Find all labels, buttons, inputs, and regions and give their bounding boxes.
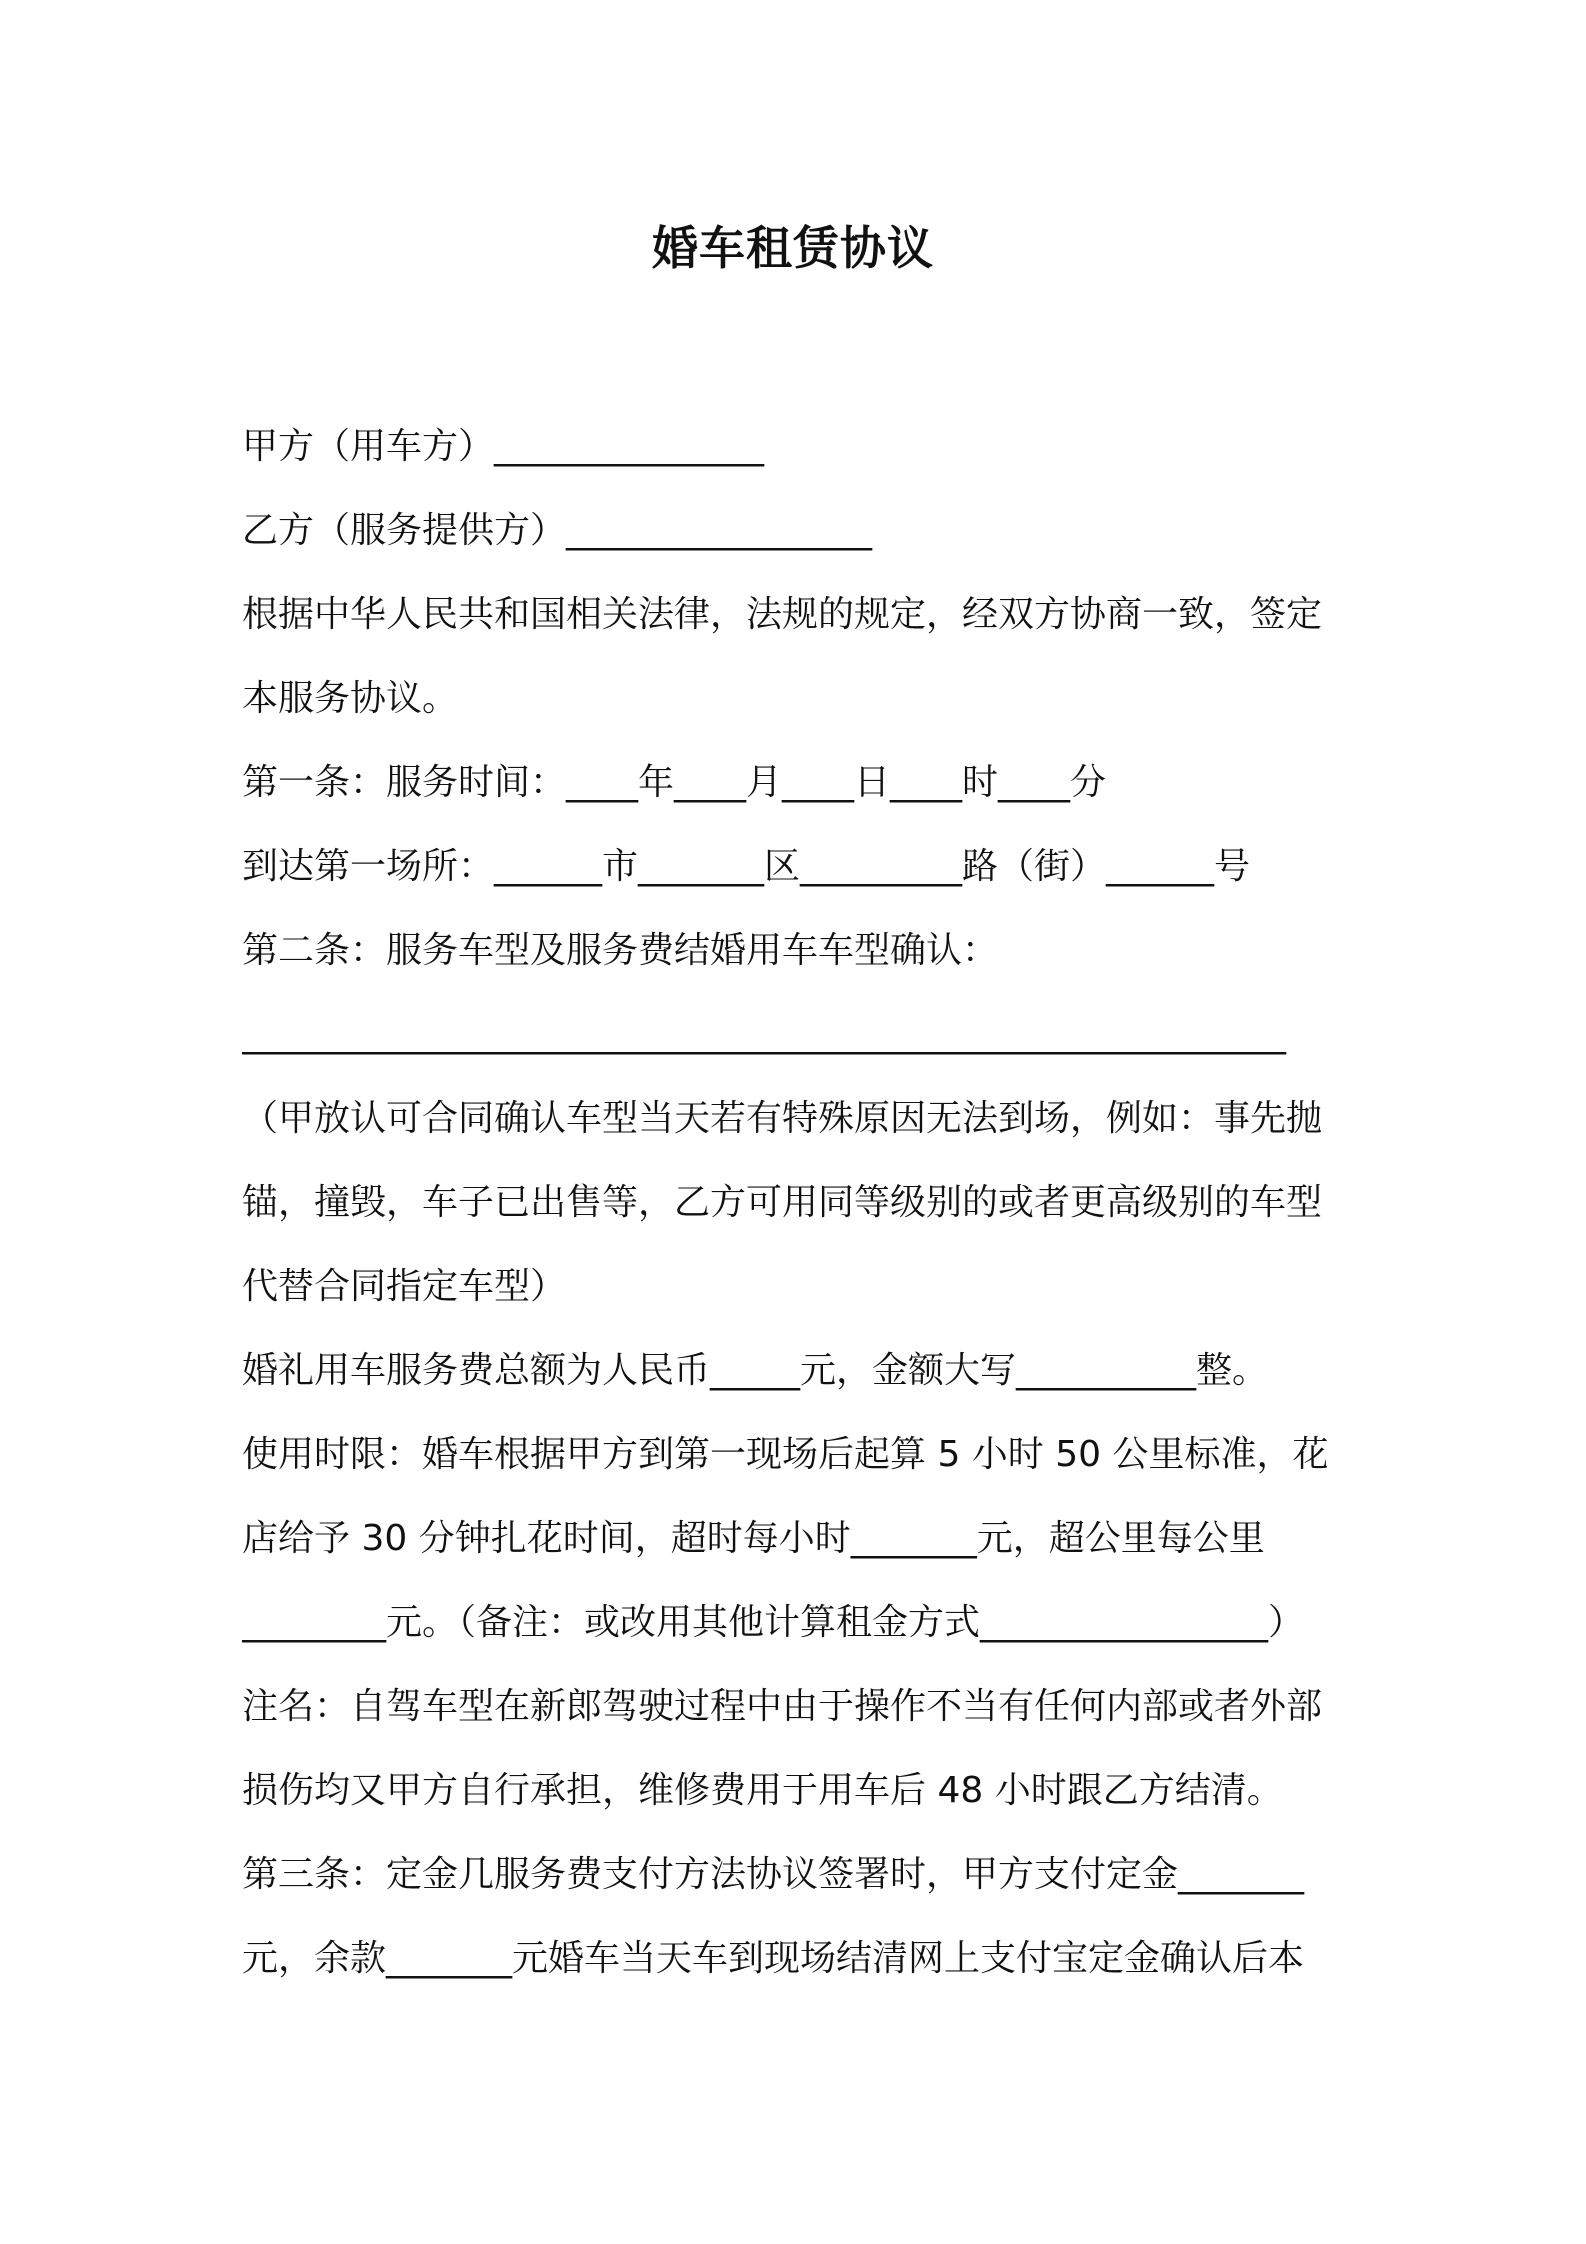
- preamble-line-1: 根据中华人民共和国相关法律，法规的规定，经双方协商一致，签定: [242, 594, 1323, 635]
- article-1-location-line: 到达第一场所：______市_______区_________路（街）______号: [242, 846, 1251, 887]
- substitution-note-line-3: 代替合同指定车型）: [242, 1266, 567, 1307]
- car-model-blank-line: __________________________________________________________: [242, 1014, 1286, 1055]
- self-drive-note-line-2: 损伤均又甲方自行承担，维修费用于用车后 48 小时跟乙方结清。: [242, 1770, 1283, 1811]
- self-drive-note-line-1: 注名：自驾车型在新郎驾驶过程中由于操作不当有任何内部或者外部: [242, 1686, 1323, 1727]
- preamble-line-2: 本服务协议。: [242, 678, 459, 719]
- article-2-heading-line: 第二条：服务车型及服务费结婚用车车型确认：: [242, 930, 999, 971]
- usage-limit-line-1: 使用时限：婚车根据甲方到第一现场后起算 5 小时 50 公里标准，花: [242, 1434, 1329, 1475]
- article-3-line-1: 第三条：定金几服务费支付方法协议签署时，甲方支付定金_______: [242, 1854, 1305, 1895]
- article-3-line-2: 元，余款_______元婚车当天车到现场结清网上支付宝定金确认后本: [242, 1938, 1305, 1979]
- document-body: [242, 405, 1352, 2001]
- usage-limit-line-3: ________元。（备注：或改用其他计算租金方式________________）: [242, 1602, 1305, 1643]
- substitution-note-line-2: 锚，撞毁，车子已出售等，乙方可用同等级别的或者更高级别的车型: [242, 1182, 1323, 1223]
- usage-limit-line-2: 店给予 30 分钟扎花时间，超时每小时_______元，超公里每公里: [242, 1518, 1265, 1559]
- party-a-line: 甲方（用车方）_______________: [242, 426, 765, 467]
- article-1-time-line: 第一条：服务时间：____年____月____日____时____分: [242, 762, 1107, 803]
- document-title: 婚车租赁协议: [652, 221, 934, 275]
- service-fee-line: 婚礼用车服务费总额为人民币_____元，金额大写__________整。: [242, 1350, 1269, 1391]
- party-b-line: 乙方（服务提供方）_________________: [242, 510, 873, 551]
- substitution-note-line-1: （甲放认可合同确认车型当天若有特殊原因无法到场，例如：事先抛: [242, 1098, 1323, 1139]
